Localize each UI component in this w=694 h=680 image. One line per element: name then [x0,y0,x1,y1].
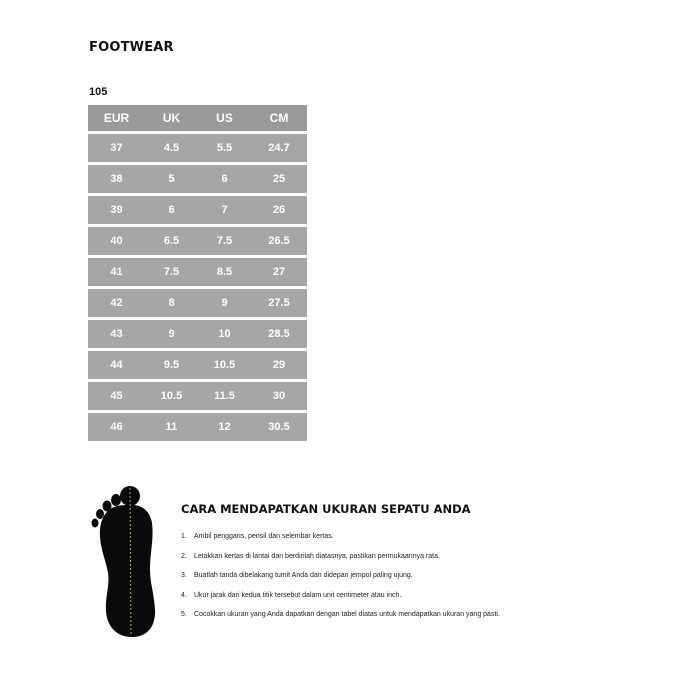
cell-us: 12 [198,412,251,442]
table-row [88,195,307,226]
cell-uk: 6.5 [145,226,198,257]
cell-eur: 39 [88,195,145,226]
cell-cm: 27.5 [251,288,307,319]
list-item [181,572,500,592]
cell-eur: 41 [88,257,145,288]
cell-cm: 30.5 [251,412,307,442]
header-cm: CM [251,105,307,133]
cell-uk: 6 [145,195,198,226]
header-eur: EUR [88,105,145,133]
foot-silhouette-icon [90,485,162,639]
cell-uk: 4.5 [145,133,198,164]
cell-uk: 9 [145,319,198,350]
step-number: 2. [181,552,187,560]
header-us: US [198,105,251,133]
cell-cm: 28.5 [251,319,307,350]
table-row [88,164,307,195]
cell-us: 5.5 [198,133,251,164]
step-number: 5. [181,611,187,618]
table-header-row [88,105,307,133]
howto-steps [181,533,500,631]
table-row [88,226,307,257]
step-text: Cocokkan ukuran yang Anda dapatkan dengan tabel diatas untuk mendapatkan ukuran yang pasti. [194,611,500,618]
cell-cm: 26.5 [251,226,307,257]
step-text: Ambil penggaris, pensil dan selembar kertas. [194,533,334,540]
cell-us: 10.5 [198,350,251,381]
step-text: Ukur jarak dari kedua titik tersebut dalam unit centimeter atau inch. [194,591,402,599]
table-row [88,257,307,288]
cell-eur: 44 [88,350,145,381]
cell-cm: 27 [251,257,307,288]
cell-cm: 30 [251,381,307,412]
cell-uk: 7.5 [145,257,198,288]
page-title: FOOTWEAR [89,40,174,55]
header-uk: UK [145,105,198,133]
cell-uk: 9.5 [145,350,198,381]
cell-eur: 45 [88,381,145,412]
cell-us: 11.5 [198,381,251,412]
cell-eur: 38 [88,164,145,195]
cell-uk: 8 [145,288,198,319]
table-row [88,319,307,350]
cell-us: 6 [198,164,251,195]
size-chart-table [88,105,307,441]
model-number: 105 [89,86,108,98]
cell-cm: 24.7 [251,133,307,164]
list-item [181,553,500,573]
cell-uk: 10.5 [145,381,198,412]
howto-title: CARA MENDAPATKAN UKURAN SEPATU ANDA [181,502,471,516]
cell-cm: 29 [251,350,307,381]
table-row [88,133,307,164]
cell-us: 8.5 [198,257,251,288]
step-text: Letakkan kertas di lantai dan berdirilah diatasnya, pastikan permukaannya rata. [194,552,440,560]
list-item [181,592,500,612]
table-row [88,381,307,412]
cell-uk: 11 [145,412,198,442]
list-item [181,611,500,631]
cell-cm: 25 [251,164,307,195]
cell-eur: 40 [88,226,145,257]
cell-eur: 46 [88,412,145,442]
table-row [88,288,307,319]
cell-us: 7 [198,195,251,226]
list-item [181,533,500,553]
step-number: 4. [181,591,187,599]
cell-cm: 26 [251,195,307,226]
cell-eur: 43 [88,319,145,350]
step-number: 3. [181,572,187,579]
cell-uk: 5 [145,164,198,195]
cell-eur: 37 [88,133,145,164]
table-row [88,412,307,442]
step-number: 1. [181,533,187,540]
cell-us: 10 [198,319,251,350]
cell-eur: 42 [88,288,145,319]
cell-us: 7.5 [198,226,251,257]
cell-us: 9 [198,288,251,319]
table-row [88,350,307,381]
step-text: Buatlah tanda dibelakang tumit Anda dan didepan jempol paling ujung. [194,572,413,579]
